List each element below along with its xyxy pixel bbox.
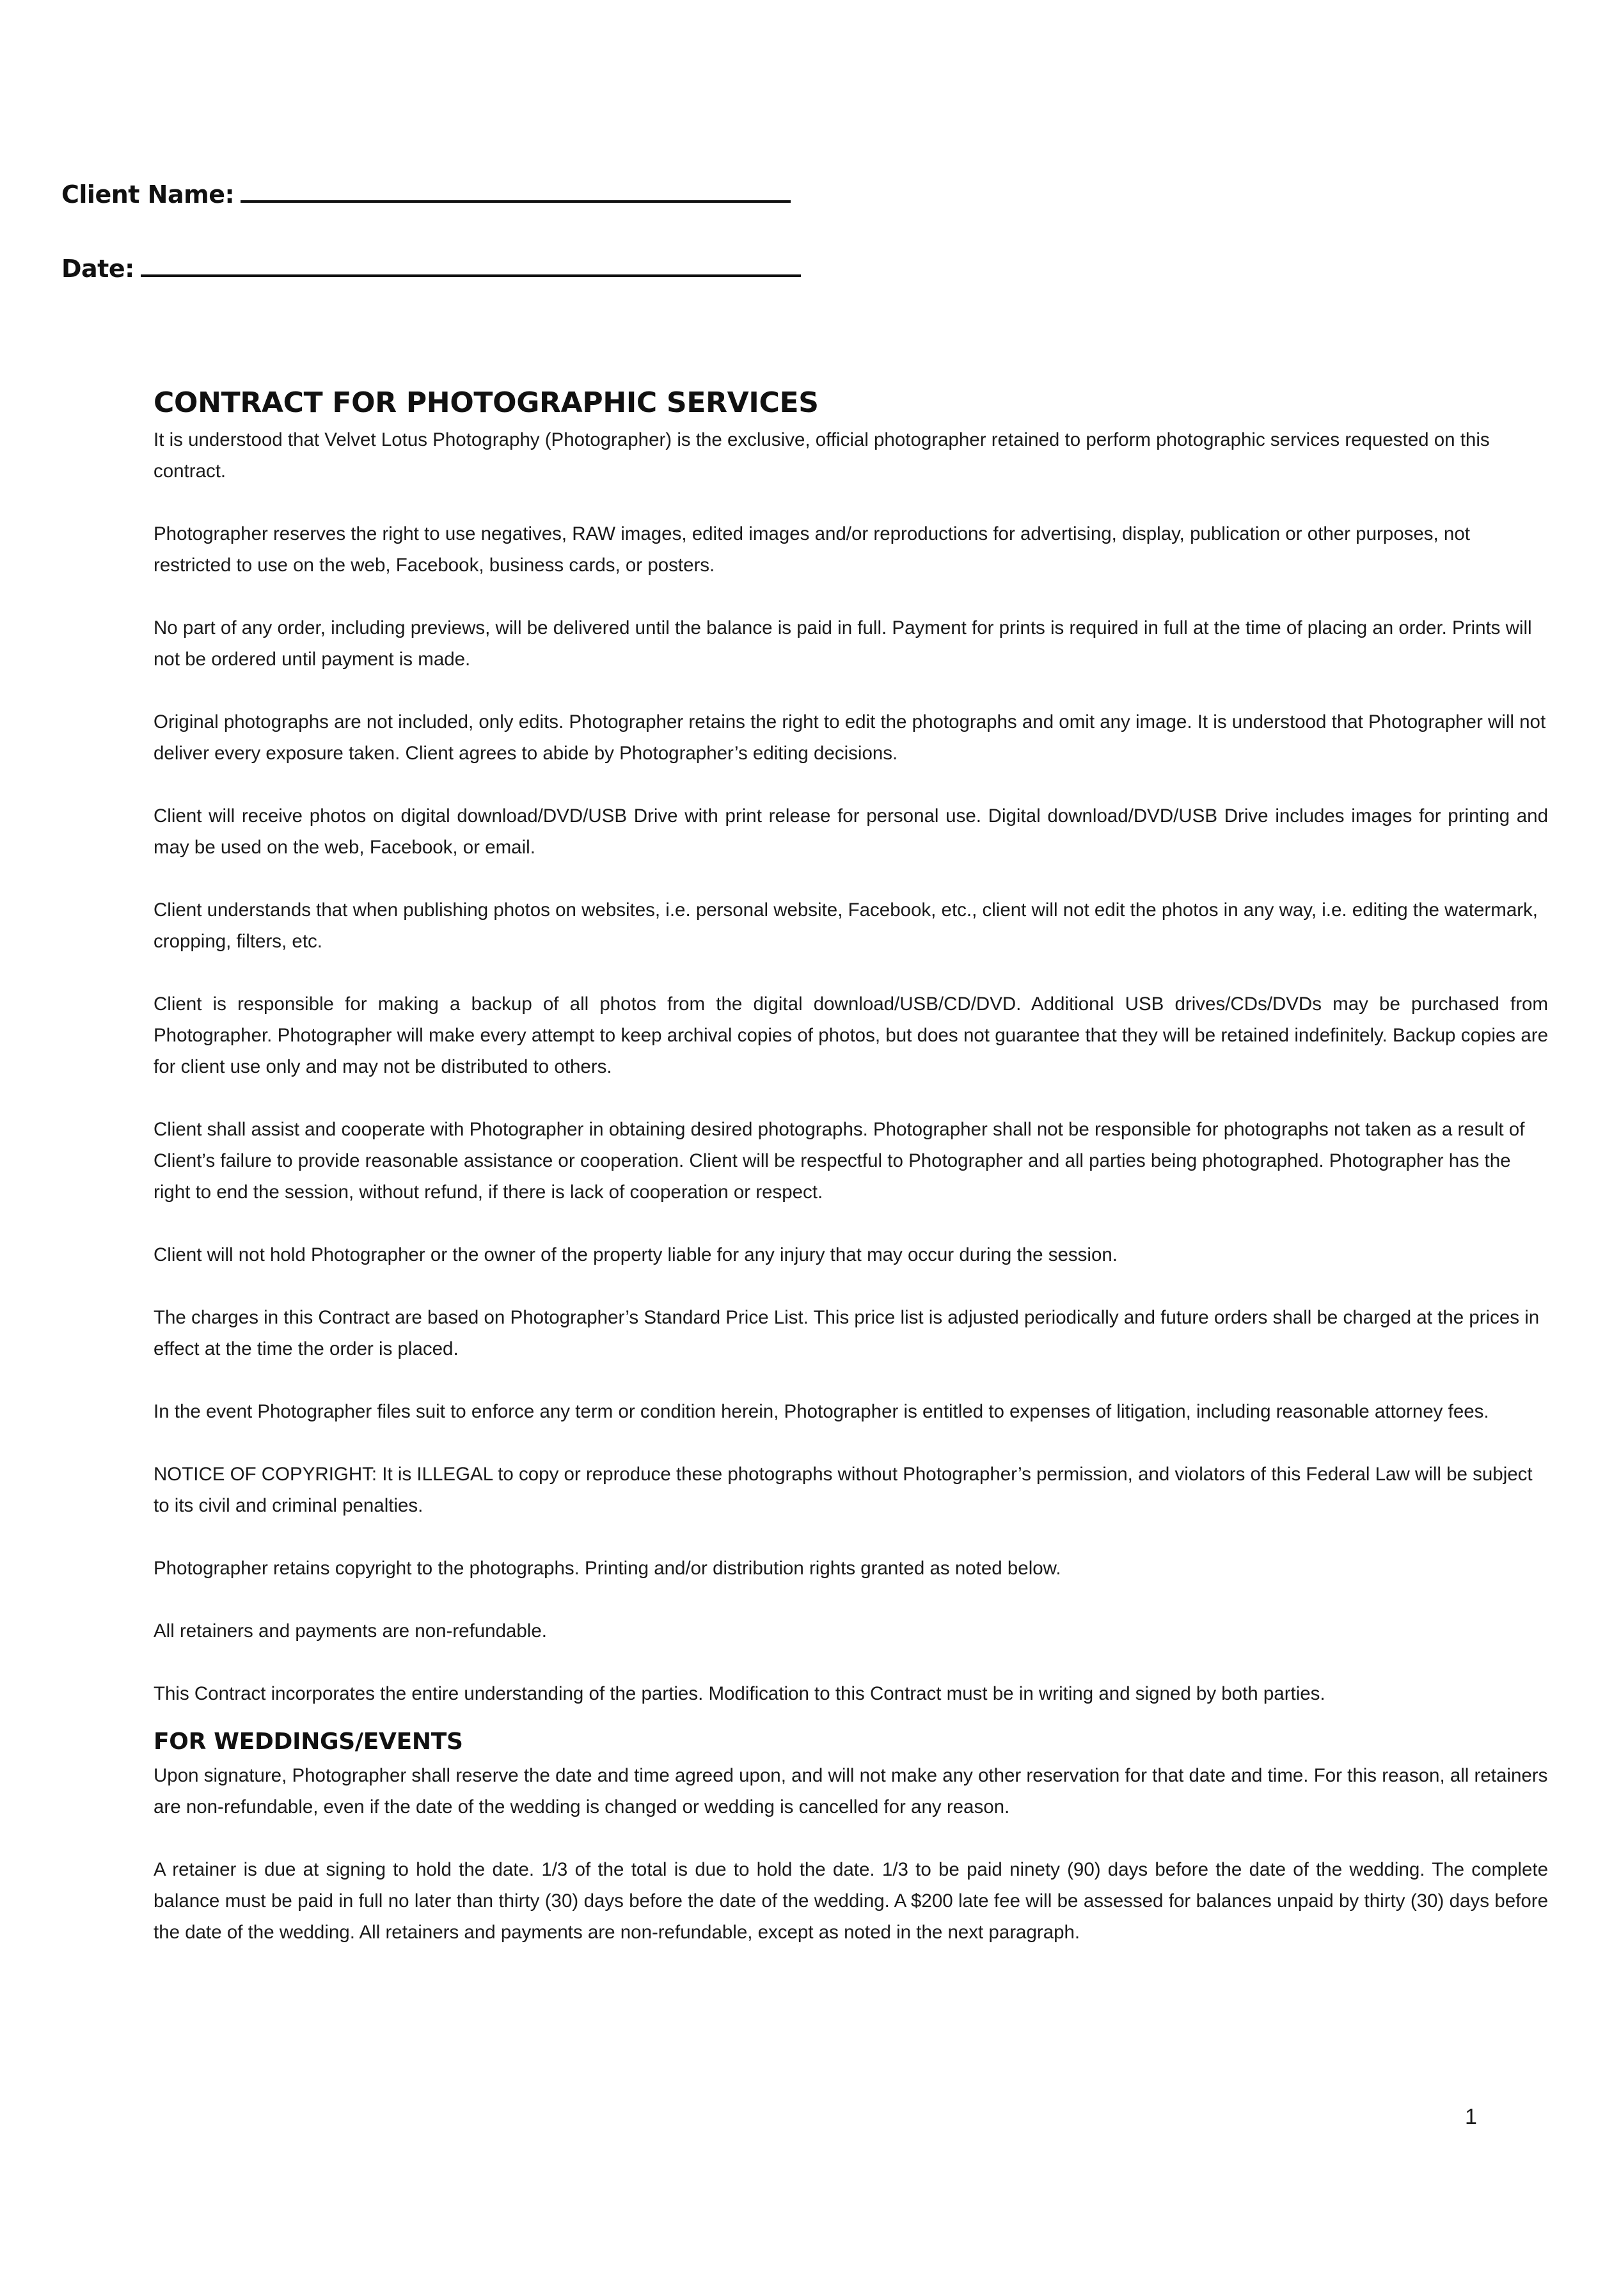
weddings-events-heading: FOR WEDDINGS/EVENTS [154,1729,463,1755]
date-blank-line [141,255,801,277]
contract-paragraph: The charges in this Contract are based on Photographer’s Standard Price List. This price list is adjusted periodically and future orders shall be charged at the prices in effect at the time the order is placed. [154,1307,1540,1359]
contract-paragraph: All retainers and payments are non-refundable. [154,1620,547,1642]
contract-paragraph: Client will not hold Photographer or the owner of the property liable for any injury that may occur during the session. [154,1244,1118,1265]
contract-paragraph: NOTICE OF COPYRIGHT: It is ILLEGAL to copy or reproduce these photographs without Photographer’s permission, and violators of this Federal Law will be subject to its civil and criminal penalties. [154,1464,1533,1516]
client-name-field [61,180,791,209]
page-number: 1 [1465,2105,1477,2129]
contract-paragraph: Client understands that when publishing photos on websites, i.e. personal website, Facebook, etc., client will not edit the photos in any way, i.e. editing the watermark, cropping, filters, etc. [154,899,1538,952]
contract-paragraph: In the event Photographer files suit to enforce any term or condition herein, Photographer is entitled to expenses of litigation, including reasonable attorney fees. [154,1401,1489,1422]
weddings-paragraph: Upon signature, Photographer shall reserve the date and time agreed upon, and will not make any other reservation for that date and time. For this reason, all retainers are non-refundable, even if the date of the wedding is changed or wedding is cancelled for any reason. [154,1765,1548,1817]
contract-paragraph: Original photographs are not included, only edits. Photographer retains the right to edit the photographs and omit any image. It is understood that Photographer will not deliver every exposure taken. Client agrees to abide by Photographer’s editing decisions. [154,711,1546,764]
contract-paragraph: Client will receive photos on digital download/DVD/USB Drive with print release for personal use. Digital download/DVD/USB Drive includes images for printing and may be used on the web, Facebook, or email. [154,805,1548,858]
date-field [61,255,801,283]
contract-paragraph: No part of any order, including previews, will be delivered until the balance is paid in full. Payment for prints is required in full at the time of placing an order. Prints will not be ordered until payment is made. [154,617,1532,670]
weddings-paragraph: A retainer is due at signing to hold the date. 1/3 of the total is due to hold the date. 1/3 to be paid ninety (90) days before the date of the wedding. The complete balance must be paid in full no later than thirty (30) days before the date of the wedding. A $200 late fee will be assessed for balances unpaid by thirty (30) days before the date of the wedding. All retainers and payments are non-refundable, except as noted in the next paragraph. [154,1859,1548,1943]
contract-paragraph: Client is responsible for making a backup of all photos from the digital download/USB/CD/DVD. Additional USB drives/CDs/DVDs may be purchased from Photographer. Photographer will make every attempt to keep archival copies of photos, but does not guarantee that they will be retained indefinitely. Backup copies are for client use only and may not be distributed to others. [154,994,1548,1077]
contract-body [154,386,1548,1948]
contract-paragraph: This Contract incorporates the entire understanding of the parties. Modification to this Contract must be in writing and signed by both parties. [154,1683,1325,1704]
date-label: Date: [61,255,134,283]
contract-paragraph: It is understood that Velvet Lotus Photography (Photographer) is the exclusive, official photographer retained to perform photographic services requested on this contract. [154,429,1490,482]
client-name-blank-line [241,181,791,203]
client-name-label: Client Name: [61,180,235,209]
contract-title: CONTRACT FOR PHOTOGRAPHIC SERVICES [154,386,819,419]
contract-paragraph: Photographer retains copyright to the photographs. Printing and/or distribution rights granted as noted below. [154,1558,1061,1579]
contract-paragraph: Photographer reserves the right to use negatives, RAW images, edited images and/or reproductions for advertising, display, publication or other purposes, not restricted to use on the web, Facebook, business cards, or posters. [154,523,1470,576]
contract-paragraph: Client shall assist and cooperate with Photographer in obtaining desired photographs. Photographer shall not be responsible for photographs not taken as a result of Client’s failure to provide reasonable assistance or cooperation. Client will be respectful to Photographer and all parties being photographed. Photographer has the right to end the session, without refund, if there is lack of cooperation or respect. [154,1119,1525,1203]
